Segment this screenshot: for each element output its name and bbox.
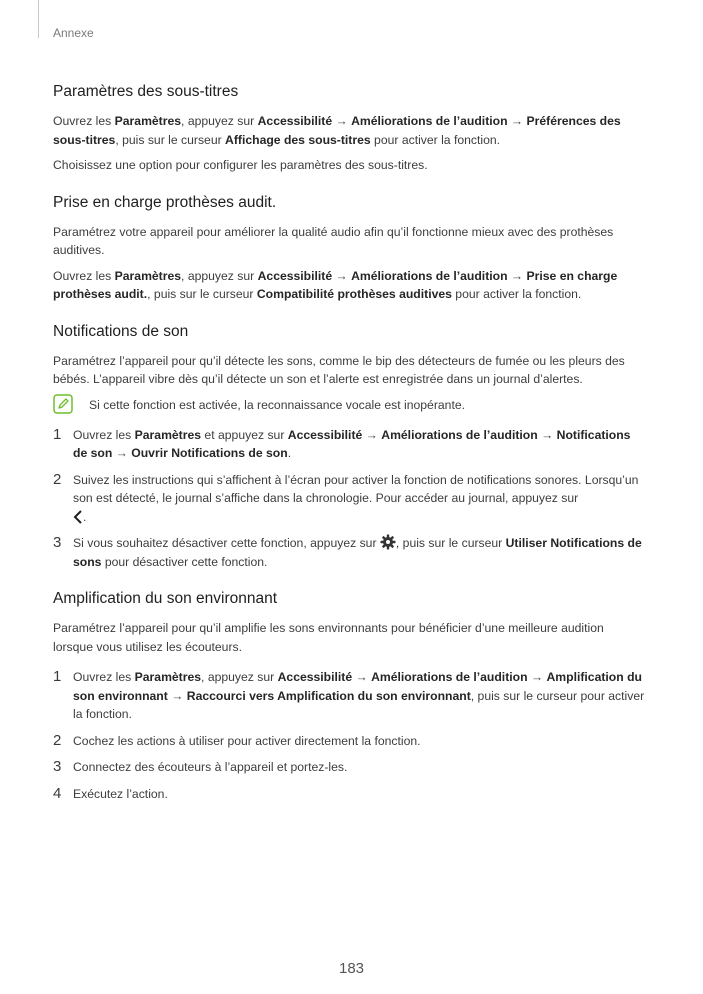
- list-item: [53, 732, 645, 751]
- step-text: Connectez des écouteurs à l’appareil et portez-les.: [73, 760, 348, 774]
- sound-notifications-steps: [53, 426, 645, 572]
- hearing-aid-instructions: Ouvrez les Paramètres, appuyez sur Accessibilité → Améliorations de l’audition → Prise en charge prothèses audit., puis sur le curseur Compatibilité prothèses auditives pour activer la fonction.: [53, 268, 618, 301]
- note-box: [53, 396, 645, 414]
- step-number: 1: [53, 668, 62, 685]
- subtitles-choose-option: Choisissez une option pour configurer les paramètres des sous-titres.: [53, 158, 428, 172]
- list-item: [53, 758, 645, 777]
- hearing-aid-description: Paramétrez votre appareil pour améliorer la qualité audio afin qu’il fonctionne mieux avec des prothèses auditives.: [53, 224, 614, 257]
- heading-ambient-amplification: Amplification du son environnant: [53, 590, 278, 607]
- chevron-left-icon: [73, 510, 83, 524]
- header-rule: [38, 0, 39, 38]
- step-number: 1: [53, 425, 62, 443]
- step-text: Exécutez l’action.: [73, 786, 168, 801]
- step-text: Si vous souhaitez désactiver cette fonction, appuyez sur , puis sur le curseur Utiliser Notifications de sons pour désactiver cette fonction.: [73, 536, 642, 569]
- list-item: [53, 668, 645, 724]
- sound-notifications-description: Paramétrez l’appareil pour qu’il détecte les sons, comme le bip des détecteurs de fumée ou les pleurs des bébés. L’appareil vibre dès qu’il détecte un son et l’alerte est enregistrée dans un journal d’alertes.: [53, 353, 625, 386]
- gear-icon: [380, 534, 396, 550]
- step-text: Ouvrez les Paramètres, appuyez sur Accessibilité → Améliorations de l’audition → Amplification du son environnant → Raccourci vers Amplification du son environnant, puis sur le curseur pour activer la fonction.: [73, 670, 645, 721]
- list-item: [53, 785, 645, 804]
- step-text: Ouvrez les Paramètres et appuyez sur Accessibilité → Améliorations de l’audition → Notifications de son → Ouvrir Notifications de son.: [73, 427, 631, 460]
- list-item: [53, 426, 645, 463]
- step-text: Cochez les actions à utiliser pour activer directement la fonction.: [73, 733, 421, 748]
- step-number: 2: [53, 731, 62, 749]
- step-number: 4: [53, 784, 62, 802]
- page-content: [53, 82, 645, 811]
- step-text: Suivez les instructions qui s’affichent à l’écran pour activer la fonction de notifications sonores. Lorsqu’un son est détecté, le journal s’affiche dans la chronologie. Pour accéder au journal, appuyez sur .: [73, 472, 639, 524]
- subtitles-instructions: Ouvrez les Paramètres, appuyez sur Accessibilité → Améliorations de l’audition → Préférences des sous-titres, puis sur le curseur Affichage des sous-titres pour activer la fonction.: [53, 114, 621, 147]
- note-pencil-icon: [53, 394, 73, 414]
- heading-hearing-aid: Prise en charge prothèses audit.: [53, 193, 277, 211]
- ambient-steps: [53, 668, 645, 803]
- step-number: 3: [53, 758, 62, 775]
- ambient-description: Paramétrez l’appareil pour qu’il amplifie les sons environnants pour bénéficier d’une meilleure audition lorsque vous utilisez les écouteurs.: [53, 621, 604, 654]
- step-number: 3: [53, 534, 62, 551]
- section-header: Annexe: [53, 26, 94, 40]
- step-number: 2: [53, 470, 62, 488]
- list-item: [53, 534, 645, 571]
- note-text: Si cette fonction est activée, la reconnaissance vocale est inopérante.: [89, 397, 466, 412]
- heading-subtitles: Paramètres des sous-titres: [53, 83, 239, 100]
- page-number: 183: [338, 960, 365, 977]
- list-item: [53, 471, 645, 527]
- heading-sound-notifications: Notifications de son: [53, 322, 189, 340]
